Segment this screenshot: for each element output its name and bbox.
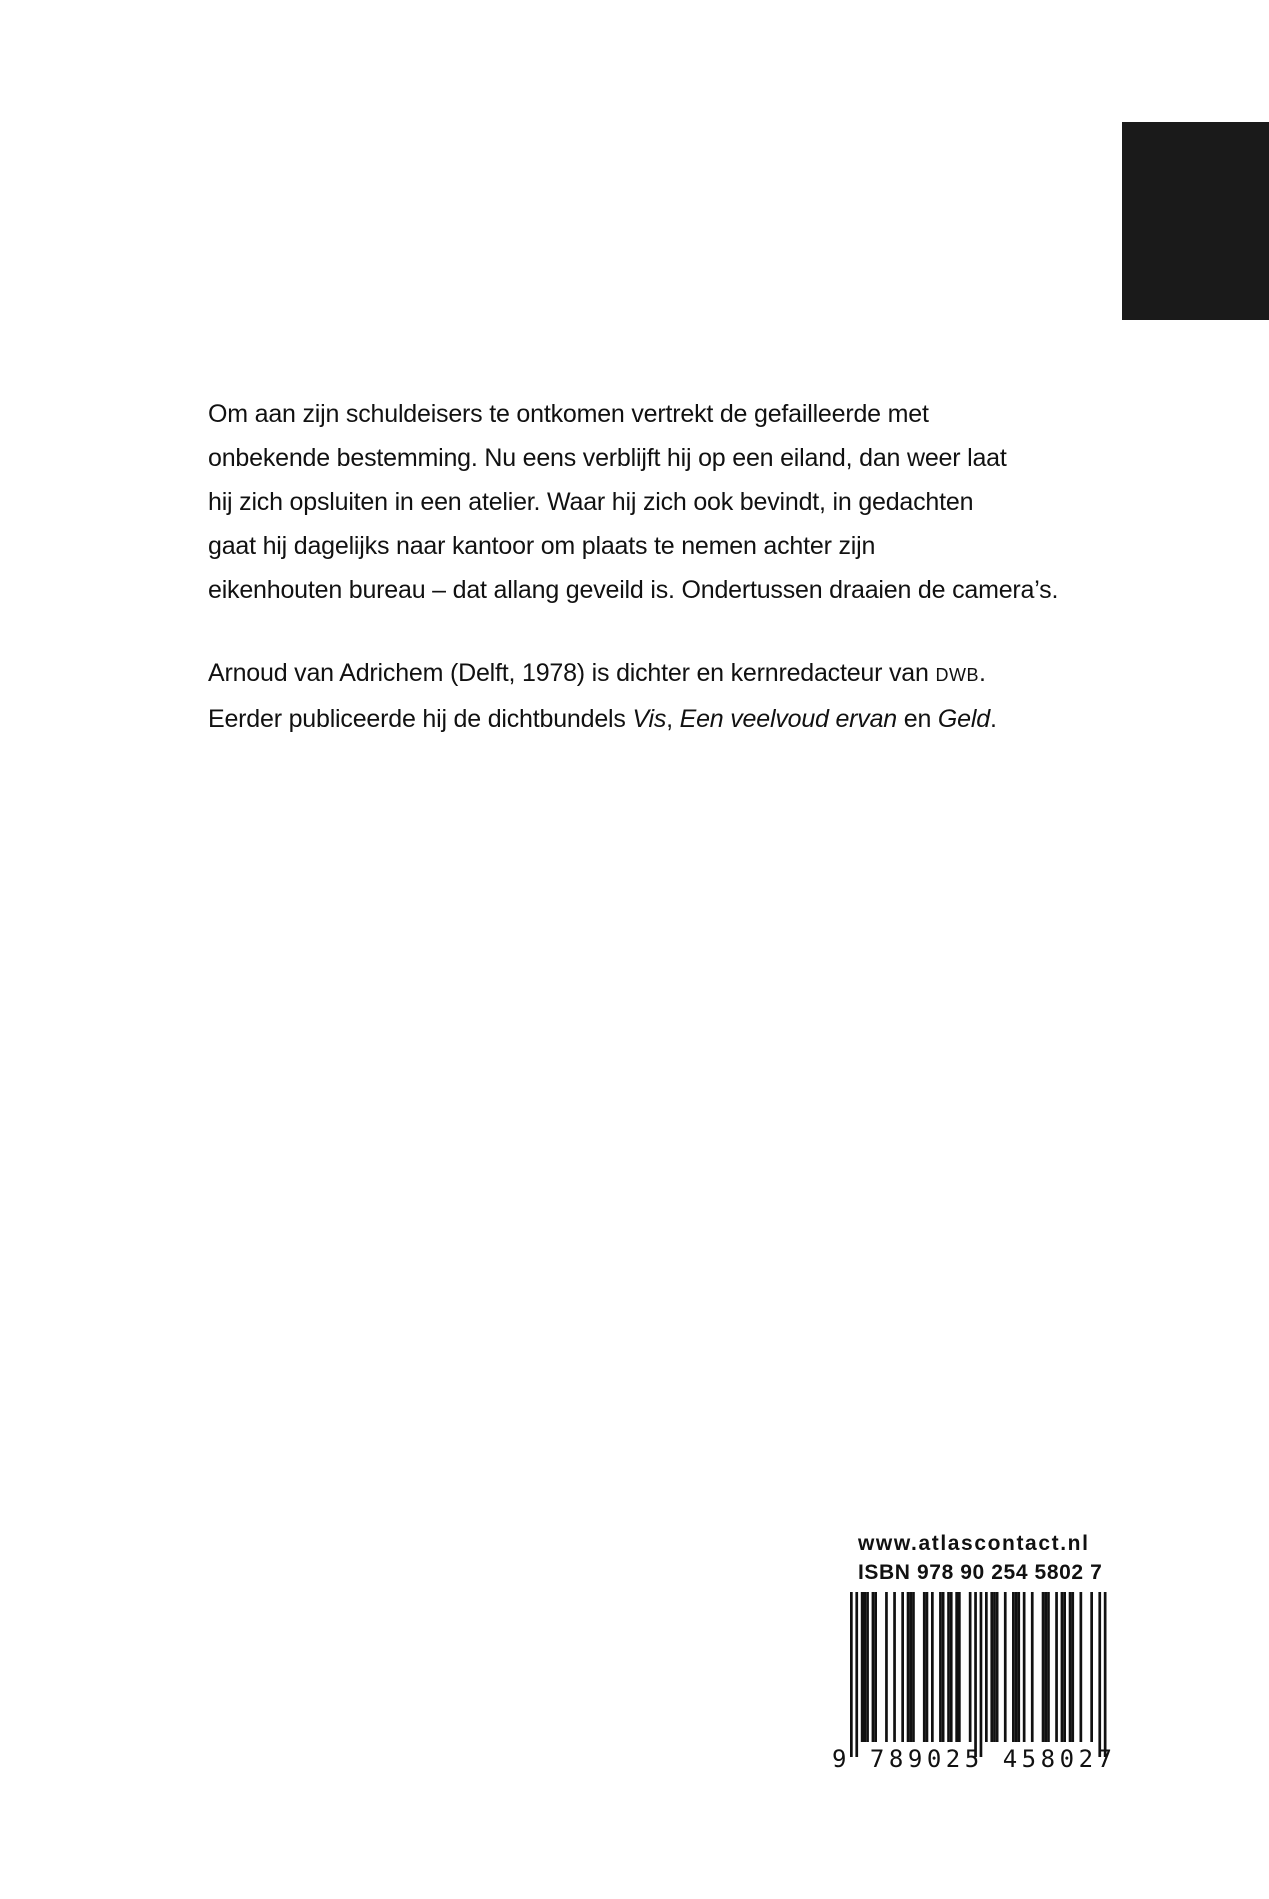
- barcode-bar: [907, 1592, 910, 1742]
- bio-period: .: [978, 659, 986, 687]
- barcode-bar: [1044, 1592, 1047, 1742]
- blurb-paragraph: [208, 392, 1148, 612]
- barcode-bar: [864, 1592, 867, 1742]
- barcode-bar: [861, 1592, 864, 1742]
- barcode-bar: [874, 1592, 877, 1742]
- bio-separator: en: [897, 705, 938, 733]
- isbn-barcode: [832, 1592, 1117, 1772]
- black-tab-block: [1122, 122, 1269, 320]
- barcode-bar: [1023, 1592, 1026, 1742]
- book-title-vis: Vis: [632, 705, 667, 733]
- barcode-bar: [893, 1592, 896, 1742]
- blurb-line: eikenhouten bureau – dat allang geveild is. Ondertussen draaien de camera’s.: [208, 576, 1059, 604]
- bio-separator: ,: [666, 705, 680, 733]
- book-blurb: [208, 392, 1148, 612]
- barcode-bar: [980, 1592, 983, 1757]
- bio-text: Arnoud van Adrichem (Delft, 1978) is dichter en kernredacteur van: [208, 659, 936, 687]
- barcode-bar: [926, 1592, 929, 1742]
- barcode-bar: [1071, 1592, 1074, 1742]
- barcode-bar: [942, 1592, 945, 1742]
- barcode-bar: [1061, 1592, 1064, 1742]
- barcode-bar: [1090, 1592, 1093, 1742]
- barcode-bar: [1063, 1592, 1066, 1742]
- barcode-bar: [996, 1592, 999, 1742]
- blurb-line: hij zich opsluiten in een atelier. Waar hij zich ook bevindt, in gedachten: [208, 488, 974, 516]
- bio-line-1: [208, 651, 1148, 697]
- publisher-website: www.atlascontact.nl: [858, 1532, 1090, 1555]
- barcode-bar: [985, 1592, 988, 1742]
- barcode-bar: [1004, 1592, 1007, 1742]
- barcode-bar: [958, 1592, 961, 1742]
- blurb-line: Om aan zijn schuldeisers te ontkomen vertrekt de gefailleerde met: [208, 400, 929, 428]
- book-title-een-veelvoud-ervan: Een veelvoud ervan: [679, 705, 898, 733]
- barcode-bar: [1031, 1592, 1034, 1742]
- barcode-bar: [855, 1592, 858, 1757]
- barcode-bar: [939, 1592, 942, 1742]
- barcode-bar: [850, 1592, 853, 1757]
- barcode-bar: [969, 1592, 972, 1742]
- bio-text: Eerder publiceerde hij de dichtbundels: [208, 705, 633, 733]
- barcode-bar: [974, 1592, 977, 1757]
- barcode-bar: [990, 1592, 993, 1742]
- barcode-bar: [901, 1592, 904, 1742]
- barcode-bar: [947, 1592, 950, 1742]
- barcode-bar: [1012, 1592, 1015, 1742]
- barcode-bars: [850, 1592, 1107, 1757]
- barcode-bar: [1055, 1592, 1058, 1742]
- barcode-bar: [993, 1592, 996, 1742]
- blurb-line: onbekende bestemming. Nu eens verblijft hij op een eiland, dan weer laat: [208, 444, 1007, 472]
- isbn-label: ISBN 978 90 254 5802 7: [858, 1561, 1103, 1584]
- bio-line-2: [208, 697, 1148, 741]
- barcode-bar: [909, 1592, 912, 1742]
- blurb-line: gaat hij dagelijks naar kantoor om plaats te nemen achter zijn: [208, 532, 876, 560]
- barcode-bar: [1080, 1592, 1083, 1742]
- barcode-bar: [1015, 1592, 1018, 1742]
- barcode-digits: 9 789025 458027: [832, 1745, 1112, 1772]
- barcode-bar: [950, 1592, 953, 1742]
- barcode-bar: [1042, 1592, 1045, 1742]
- barcode-bar: [1069, 1592, 1072, 1742]
- barcode-bar: [1047, 1592, 1050, 1742]
- barcode-bar: [866, 1592, 869, 1742]
- barcode-bar: [912, 1592, 915, 1742]
- barcode-bar: [1104, 1592, 1107, 1757]
- barcode-bar: [1098, 1592, 1101, 1757]
- barcode-bar: [872, 1592, 875, 1742]
- dwb-abbreviation: DWB: [935, 665, 979, 685]
- bio-period: .: [989, 705, 997, 733]
- author-bio: [208, 651, 1148, 741]
- barcode-bar: [885, 1592, 888, 1742]
- barcode-bar: [923, 1592, 926, 1742]
- barcode-bar: [931, 1592, 934, 1742]
- book-title-geld: Geld: [937, 705, 990, 733]
- barcode-bar: [955, 1592, 958, 1742]
- barcode-bar: [1017, 1592, 1020, 1742]
